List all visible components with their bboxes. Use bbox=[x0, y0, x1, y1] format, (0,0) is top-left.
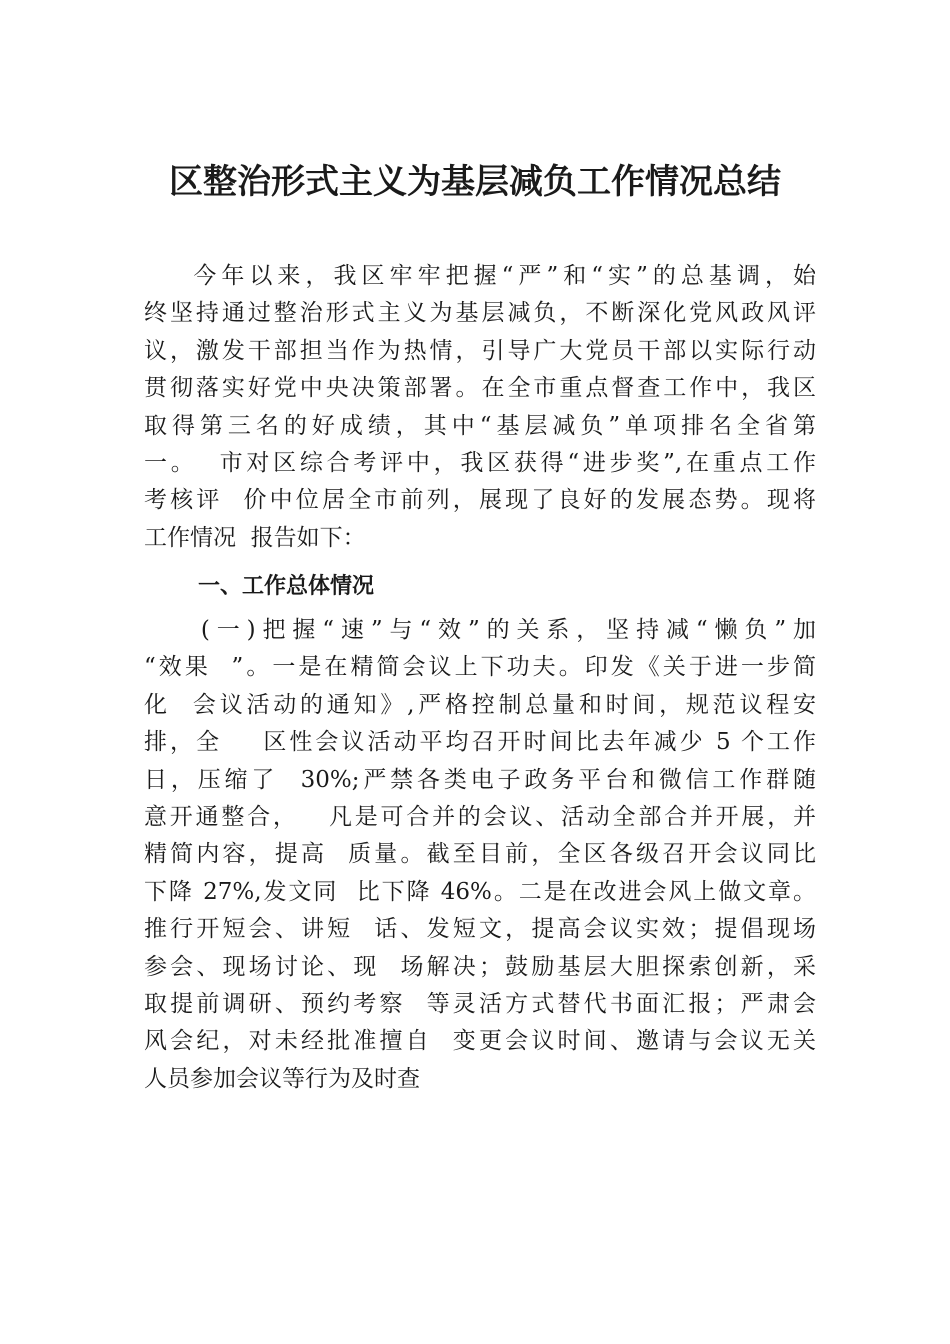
document-title: 区整治形式主义为基层减负工作情况总结 bbox=[169, 162, 781, 202]
text-line: 贯彻落实好党中央决策部署。在全市重点督查工作中，我区 bbox=[144, 375, 816, 402]
text-line: 日，压缩了 30%;严禁各类电子政务平台和微信工作群随 bbox=[144, 766, 816, 793]
text-line: 下降 27%,发文同 比下降 46%。二是在改进会风上做文章。 bbox=[144, 878, 816, 905]
text-line: 一。 市对区综合考评中，我区获得“进步奖”,在重点工作 bbox=[144, 449, 816, 476]
text-line: 推行开短会、讲短 话、发短文，提高会议实效；提倡现场 bbox=[144, 916, 816, 943]
text-line: 取提前调研、预约考察 等灵活方式替代书面汇报；严肃会 bbox=[144, 990, 816, 1017]
text-line: 议，激发干部担当作为热情，引导广大党员干部以实际行动 bbox=[144, 337, 816, 364]
text-line: 人员参加会议等行为及时查 bbox=[144, 1065, 420, 1092]
text-line: 参会、现场讨论、现 场解决；鼓励基层大胆探索创新，采 bbox=[144, 953, 816, 980]
text-line: 意开通整合， 凡是可合并的会议、活动全部合并开展，并 bbox=[144, 803, 816, 830]
text-line: 考核评 价中位居全市前列，展现了良好的发展态势。现将 bbox=[144, 487, 816, 514]
paragraph-section1 bbox=[144, 612, 816, 1098]
text-line: 精简内容，提高 质量。截至目前，全区各级召开会议同比 bbox=[144, 841, 816, 868]
text-line: “效果 ”。一是在精简会议上下功夫。印发《关于进一步简 bbox=[144, 654, 816, 681]
text-line: (一)把握“速”与“效”的关系，坚持减“懒负”加 bbox=[144, 617, 816, 643]
text-line: 排，全 区性会议活动平均召开时间比去年减少 5 个工作 bbox=[144, 729, 816, 756]
paragraph-intro bbox=[144, 258, 816, 557]
section-heading: 一、工作总体情况 bbox=[198, 574, 375, 599]
text-line: 化 会议活动的通知》,严格控制总量和时间，规范议程安 bbox=[144, 691, 816, 718]
text-line: 取得第三名的好成绩，其中“基层减负”单项排名全省第 bbox=[144, 412, 816, 439]
text-line: 风会纪，对未经批准擅自 变更会议时间、邀请与会议无关 bbox=[144, 1028, 816, 1055]
text-line: 今年以来，我区牢牢把握“严”和“实”的总基调，始 bbox=[144, 263, 816, 289]
text-line: 终坚持通过整治形式主义为基层减负，不断深化党风政风评 bbox=[144, 300, 816, 327]
text-line: 工作情况 报告如下： bbox=[144, 524, 366, 551]
